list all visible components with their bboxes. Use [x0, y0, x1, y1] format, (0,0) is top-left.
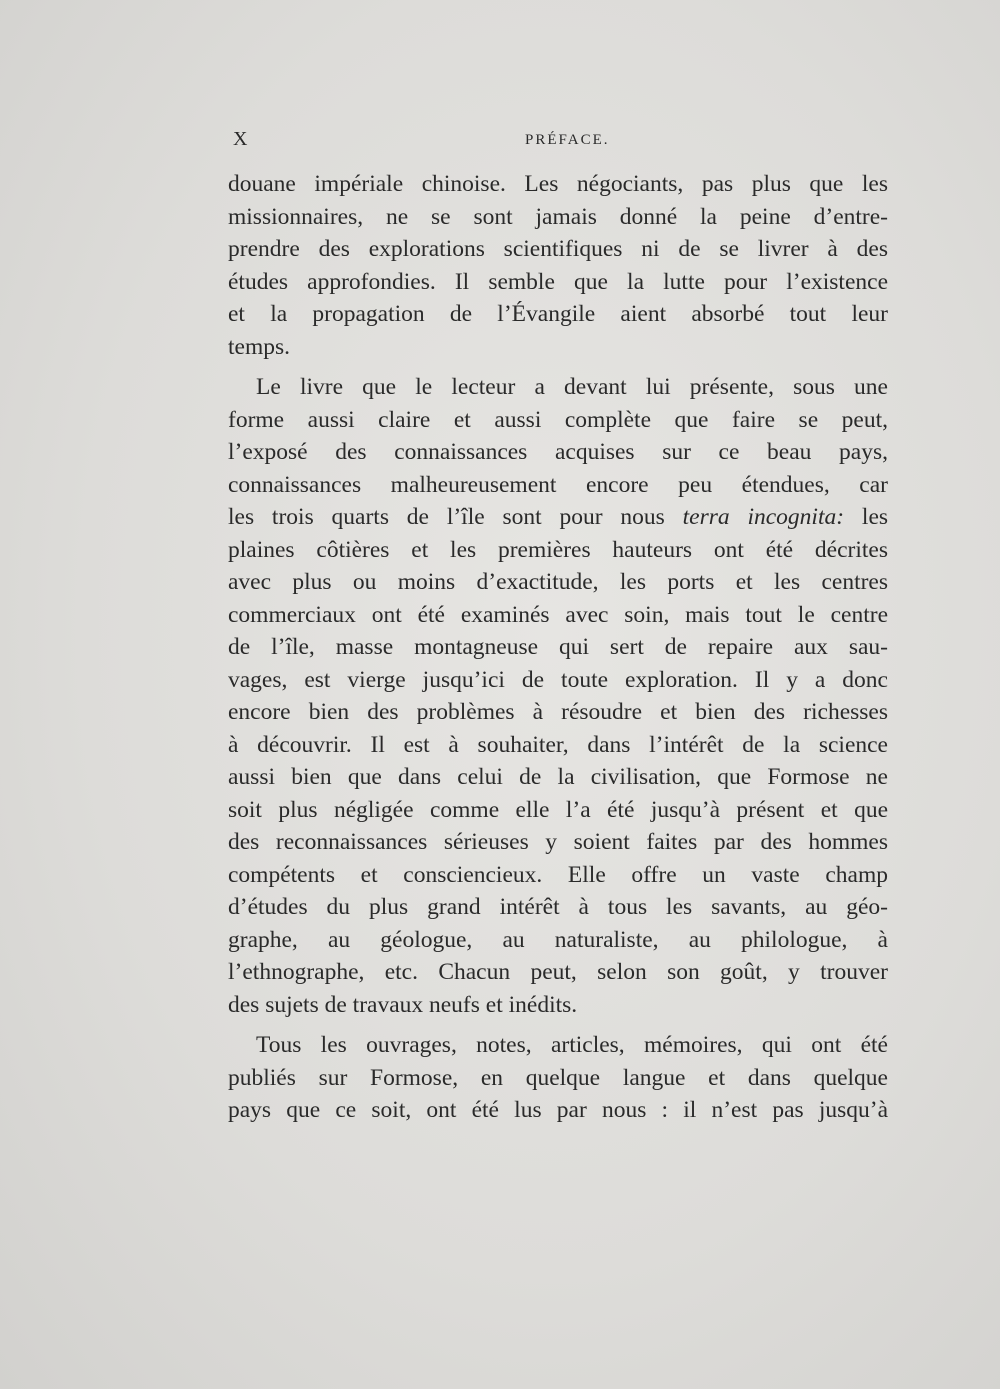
- paragraph-3: [228, 1029, 888, 1127]
- text-line: vages, est vierge jusqu’ici de toute exploration. Il y a donc: [228, 666, 888, 693]
- text-line: à découvrir. Il est à souhaiter, dans l’intérêt de la science: [228, 731, 888, 758]
- text-line: et la propagation de l’Évangile aient absorbé tout leur: [228, 301, 888, 327]
- text-line: d’études du plus grand intérêt à tous les savants, au géo-: [228, 894, 888, 920]
- text-line: pays que ce soit, ont été lus par nous : il n’est pas jusqu’à: [228, 1097, 888, 1123]
- text-line: douane impériale chinoise. Les négociants, pas plus que les: [228, 171, 888, 197]
- text-line: commerciaux ont été examinés avec soin, mais tout le centre: [228, 601, 888, 628]
- text-segment: les: [844, 504, 888, 530]
- text-line: compétents et consciencieux. Elle offre un vaste champ: [228, 861, 888, 888]
- running-head: [233, 128, 893, 158]
- text-line: missionnaires, ne se sont jamais donné la peine d’entre-: [228, 203, 888, 230]
- text-line: Le livre que le lecteur a devant lui présente, sous une: [256, 374, 888, 400]
- text-line: des sujets de travaux neufs et inédits.: [228, 991, 578, 1018]
- italic-phrase: terra incognita:: [682, 504, 845, 530]
- running-title: PRÉFACE.: [525, 132, 610, 148]
- text-line: prendre des explorations scientifiques ni de se livrer à des: [228, 236, 888, 262]
- text-line: l’ethnographe, etc. Chacun peut, selon son goût, y trouver: [228, 959, 888, 985]
- paragraph-1: [228, 168, 888, 363]
- text-line: publiés sur Formose, en quelque langue et dans quelque: [228, 1064, 888, 1091]
- text-line: aussi bien que dans celui de la civilisation, que Formose ne: [228, 764, 888, 790]
- text-line: de l’île, masse montagneuse qui sert de repaire aux sau-: [228, 634, 888, 660]
- text-line: Tous les ouvrages, notes, articles, mémoires, qui ont été: [256, 1032, 888, 1058]
- text-line: l’exposé des connaissances acquises sur ce beau pays,: [228, 439, 888, 465]
- page-number: X: [233, 128, 249, 150]
- text-segment: les trois quarts de l’île sont pour nous: [228, 504, 683, 530]
- text-line: forme aussi claire et aussi complète que faire se peut,: [228, 406, 888, 433]
- text-line: connaissances malheureusement encore peu étendues, car: [228, 471, 888, 498]
- text-line: études approfondies. Il semble que la lutte pour l’existence: [228, 268, 888, 295]
- text-line: plaines côtières et les premières hauteurs ont été décrites: [228, 536, 888, 563]
- text-line: encore bien des problèmes à résoudre et bien des richesses: [228, 699, 888, 725]
- text-line: graphe, au géologue, au naturaliste, au philologue, à: [228, 926, 888, 953]
- text-line: soit plus négligée comme elle l’a été jusqu’à présent et que: [228, 796, 888, 823]
- text-line: temps.: [228, 333, 291, 360]
- body-text: [228, 168, 888, 1135]
- paragraph-2: [228, 371, 888, 1021]
- text-line: des reconnaissances sérieuses y soient faites par des hommes: [228, 829, 888, 855]
- text-line: avec plus ou moins d’exactitude, les ports et les centres: [228, 569, 888, 595]
- text-line-with-italic: [228, 501, 888, 534]
